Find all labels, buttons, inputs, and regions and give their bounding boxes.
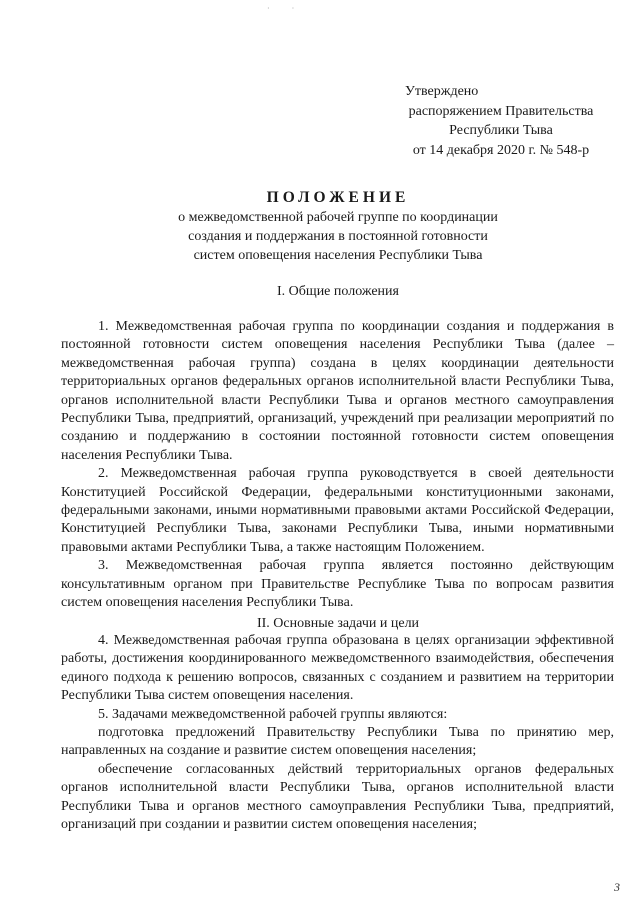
document-title: [60, 188, 616, 265]
approval-stamp: [391, 82, 611, 160]
page-number: 3: [614, 880, 620, 894]
section-2-heading: II. Основные задачи и цели: [256, 616, 420, 631]
paragraph-7: обеспечение согласованных действий территориальных органов федеральных органов исполнительной власти Республики Тыва, органов исполнительной власти Республики Тыва и органов местного самоуправления Республики Тыва, предприятий, организаций при создании и развитии систем оповещения населения;: [61, 761, 614, 833]
section-2-body: [61, 632, 614, 834]
title-sub-2: создания и поддержания в постоянной готовности: [188, 229, 488, 244]
paragraph-4: 4. Межведомственная рабочая группа образована в целях организации эффективной работы, достижения координированного межведомственного взаимодействия, обеспечения единого подхода к решению вопросов, связанных с созданием и развитием на территории Республики Тыва систем оповещения населения.: [61, 633, 614, 704]
title-sub-3: систем оповещения населения Республики Тыва: [193, 248, 483, 263]
paragraph-6: подготовка предложений Правительству Республики Тыва по принятию мер, направленных на создание и развитие систем оповещения населения;: [61, 725, 614, 759]
scan-artifact: · ·: [267, 4, 305, 13]
paragraph-2: 2. Межведомственная рабочая группа руководствуется в своей деятельности Конституцией Российской Федерации, федеральными конституционными законами, федеральными законами, иными нормативными правовыми актами Российской Федерации, Конституцией Республики Тыва, законами Республики Тыва, иными нормативными правовыми актами Республики Тыва, а также настоящим Положением.: [61, 466, 614, 555]
approval-line-3: Республики Тыва: [449, 123, 553, 138]
section-1-body: [61, 318, 614, 613]
paragraph-1: 1. Межведомственная рабочая группа по координации создания и поддержания в постоянной готовности систем оповещения населения Республики Тыва (далее – межведомственная рабочая группа) создана в целях координации деятельности территориальных органов федеральных органов исполнительной власти Республики Тыва, органов исполнительной власти Республики Тыва и органов местного самоуправления Республики Тыва, предприятий, организаций, учреждений при реализации мероприятий по созданию и поддержанию в состоянии постоянной готовности систем оповещения населения Республики Тыва.: [61, 319, 614, 463]
approval-line-4: от 14 декабря 2020 г. № 548-р: [412, 142, 590, 158]
section-1-heading: I. Общие положения: [277, 284, 399, 299]
paragraph-5: 5. Задачами межведомственной рабочей группы являются:: [98, 706, 448, 722]
title-main: ПОЛОЖЕНИЕ: [266, 189, 410, 206]
title-sub-1: о межведомственной рабочей группе по координации: [178, 210, 498, 225]
paragraph-3: 3. Межведомственная рабочая группа является постоянно действующим консультативным органом при Правительстве Республике Тыва по вопросам развития систем оповещения населения Республики Тыва.: [61, 558, 614, 611]
approval-line-1: Утверждено: [405, 84, 479, 99]
approval-line-2: распоряжением Правительства: [408, 103, 594, 119]
